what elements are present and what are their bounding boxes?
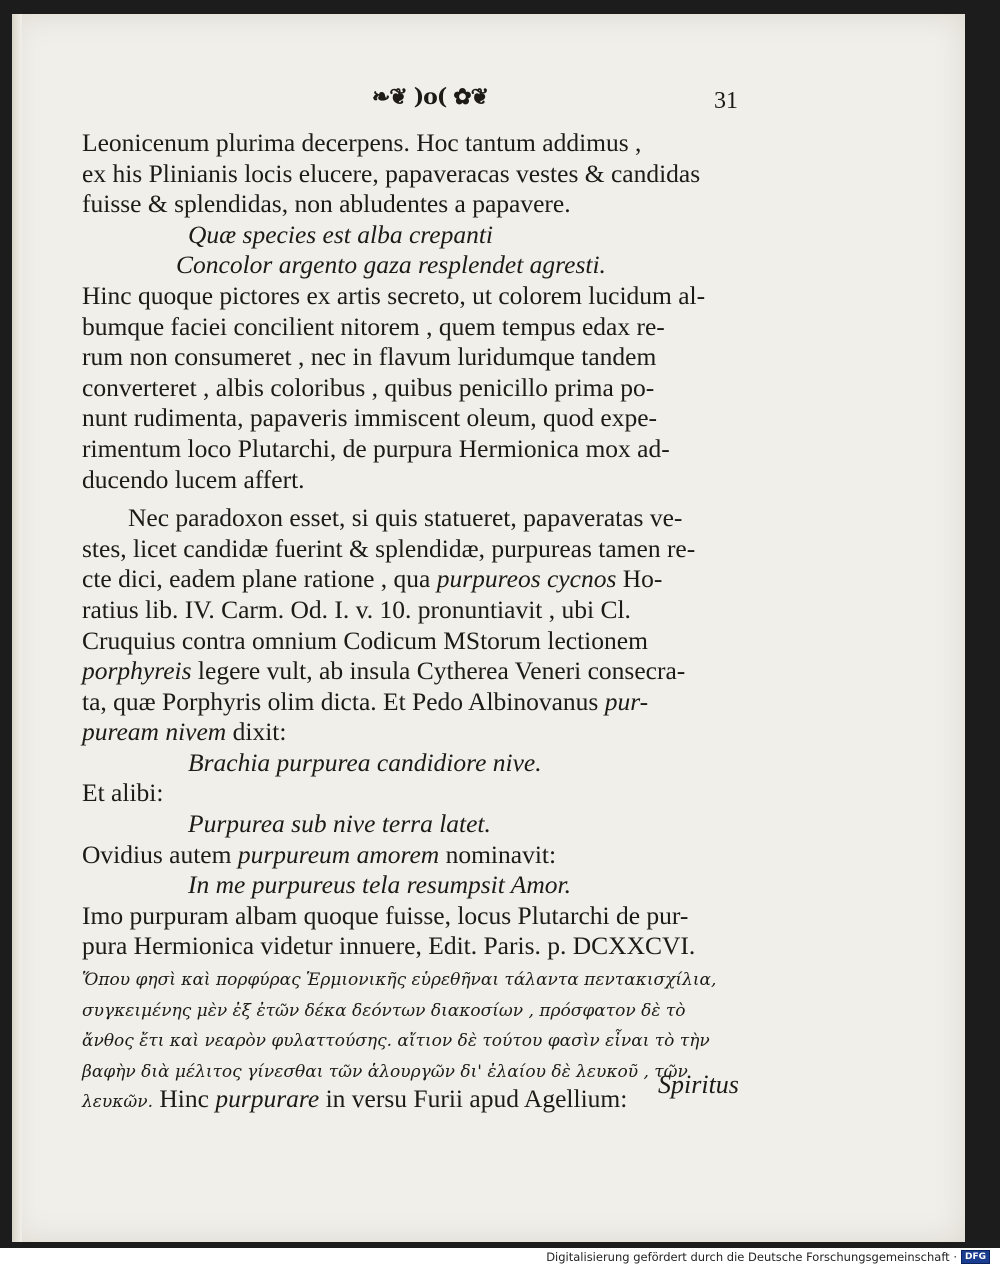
- dfg-logo-icon[interactable]: DFG: [961, 1250, 990, 1264]
- text-line: [82, 159, 762, 190]
- italic-text: purpureos cycnos: [436, 564, 617, 594]
- text-line: [82, 1023, 762, 1054]
- italic-text: purpureum amorem: [237, 839, 440, 869]
- text-line: [82, 870, 762, 901]
- page-gutter: [12, 14, 22, 1242]
- greek-text: λευκῶν.: [82, 1092, 153, 1113]
- roman-text: Hinc quoque pictores ex artis secreto, ut colorem lucidum al-: [82, 280, 706, 310]
- roman-text: converteret , albis coloribus , quibus penicillo prima po-: [82, 372, 655, 402]
- text-line: [82, 220, 762, 251]
- italic-text: Quæ species est alba crepanti: [188, 219, 494, 249]
- roman-text: Leonicenum plurima decerpens. Hoc tantum addimus ,: [82, 128, 642, 157]
- roman-text: rimentum loco Plutarchi, de purpura Hermionica mox ad-: [82, 433, 670, 463]
- roman-text: Hinc: [152, 1084, 216, 1114]
- italic-text: porphyreis: [82, 656, 192, 686]
- text-line: [82, 128, 762, 159]
- text-line: [82, 342, 762, 373]
- footer-credit-text: Digitalisierung gefördert durch die Deutsche Forschungsgemeinschaft ·: [546, 1250, 957, 1264]
- text-line: [82, 434, 762, 465]
- page-number: 31: [714, 88, 738, 114]
- roman-text: nominavit:: [439, 839, 557, 869]
- roman-text: ta, quæ Porphyris olim dicta. Et Pedo Albinovanus: [82, 686, 605, 716]
- roman-text: bumque faciei concilient nitorem , quem tempus edax re-: [82, 311, 665, 341]
- roman-text: nunt rudimenta, papaveris immiscent oleum, quod expe-: [82, 403, 658, 433]
- text-line: [82, 503, 762, 534]
- text-line: [82, 931, 762, 962]
- roman-text: Ovidius autem: [82, 839, 238, 869]
- italic-text: Brachia purpurea candidiore nive.: [188, 747, 542, 777]
- roman-text: Cruquius contra omnium Codicum MStorum lectionem: [82, 625, 648, 655]
- roman-text: fuisse & splendidas, non abludentes a papavere.: [82, 189, 571, 219]
- text-line: [82, 778, 762, 809]
- text-line: [82, 656, 762, 687]
- italic-text: Concolor argento gaza resplendet agresti.: [176, 250, 606, 280]
- italic-text: In me purpureus tela resumpsit Amor.: [188, 870, 571, 900]
- ornament-right-icon: ✿❦: [453, 84, 489, 110]
- greek-text: βαφὴν διὰ μέλιτος γίνεσθαι τῶν ἁλουργῶν δι' ἐλαίου δὲ λευκοῦ , τῶν: [82, 1061, 688, 1082]
- text-line: [82, 748, 762, 779]
- italic-text: pur-: [604, 686, 649, 716]
- roman-text: rum non consumeret , nec in flavum luridumque tandem: [82, 342, 657, 372]
- text-line: [82, 465, 762, 496]
- text-line: [82, 595, 762, 626]
- roman-text: Imo purpuram albam quoque fuisse, locus Plutarchi de pur-: [82, 900, 689, 930]
- roman-text: in versu Furii apud Agellium:: [319, 1084, 628, 1114]
- roman-text: ratius lib. IV. Carm. Od. I. v. 10. pronuntiavit , ubi Cl.: [82, 594, 631, 624]
- page-header-ornament: [340, 84, 520, 120]
- body-text: [82, 128, 762, 1115]
- text-line: [82, 717, 762, 748]
- roman-text: legere vult, ab insula Cytherea Veneri consecra-: [191, 656, 686, 686]
- roman-text: ex his Plinianis locis elucere, papaveracas vestes & candidas: [82, 158, 701, 188]
- text-line: [82, 312, 762, 343]
- text-line: [82, 373, 762, 404]
- greek-text: Ὅπου φησὶ καὶ πορφύρας Ἑρμιονικῆς εὑρεθῆναι τάλαντα πεντακισχίλια,: [82, 970, 717, 991]
- text-line: [82, 901, 762, 932]
- text-line: [82, 687, 762, 718]
- roman-text: dixit:: [226, 717, 287, 747]
- roman-text: Et alibi:: [82, 778, 164, 808]
- footer-credit: [546, 1250, 990, 1264]
- italic-text: puream nivem: [82, 717, 227, 747]
- text-line: [82, 403, 762, 434]
- text-line: [82, 281, 762, 312]
- roman-text: Ho-: [616, 564, 663, 594]
- ornament-left-icon: ❧❦: [371, 84, 407, 110]
- roman-text: ducendo lucem affert.: [82, 464, 305, 494]
- text-line: [82, 809, 762, 840]
- text-line: [82, 564, 762, 595]
- italic-text: Purpurea sub nive terra latet.: [188, 809, 491, 839]
- roman-text: Nec paradoxon esset, si quis statueret, papaveratas ve-: [128, 503, 683, 533]
- text-line: [82, 840, 762, 871]
- greek-text: ἄνθος ἔτι καὶ νεαρὸν φυλαττούσης. αἴτιον δὲ τούτου φασὶν εἶναι τὸ τὴν: [82, 1031, 710, 1052]
- text-line: [82, 626, 762, 657]
- ornament-mid: )o(: [413, 84, 447, 110]
- text-line: [82, 189, 762, 220]
- greek-text: συγκειμένης μὲν ἐξ ἐτῶν δέκα δεόντων διακοσίων , πρόσφατον δὲ τὸ: [82, 1000, 686, 1021]
- roman-text: cte dici, eadem plane ratione , qua: [82, 564, 437, 594]
- catchword: Spiritus: [658, 1070, 739, 1099]
- text-line: [82, 250, 762, 281]
- roman-text: stes, licet candidæ fuerint & splendidæ, purpureas tamen re-: [82, 533, 696, 563]
- text-line: [82, 534, 762, 565]
- italic-text: purpurare: [215, 1084, 320, 1114]
- paragraph-gap: [82, 495, 762, 503]
- text-line: [82, 962, 762, 993]
- text-line: [82, 993, 762, 1024]
- roman-text: pura Hermionica videtur innuere, Edit. Paris. p. DCXXCVI.: [82, 931, 696, 961]
